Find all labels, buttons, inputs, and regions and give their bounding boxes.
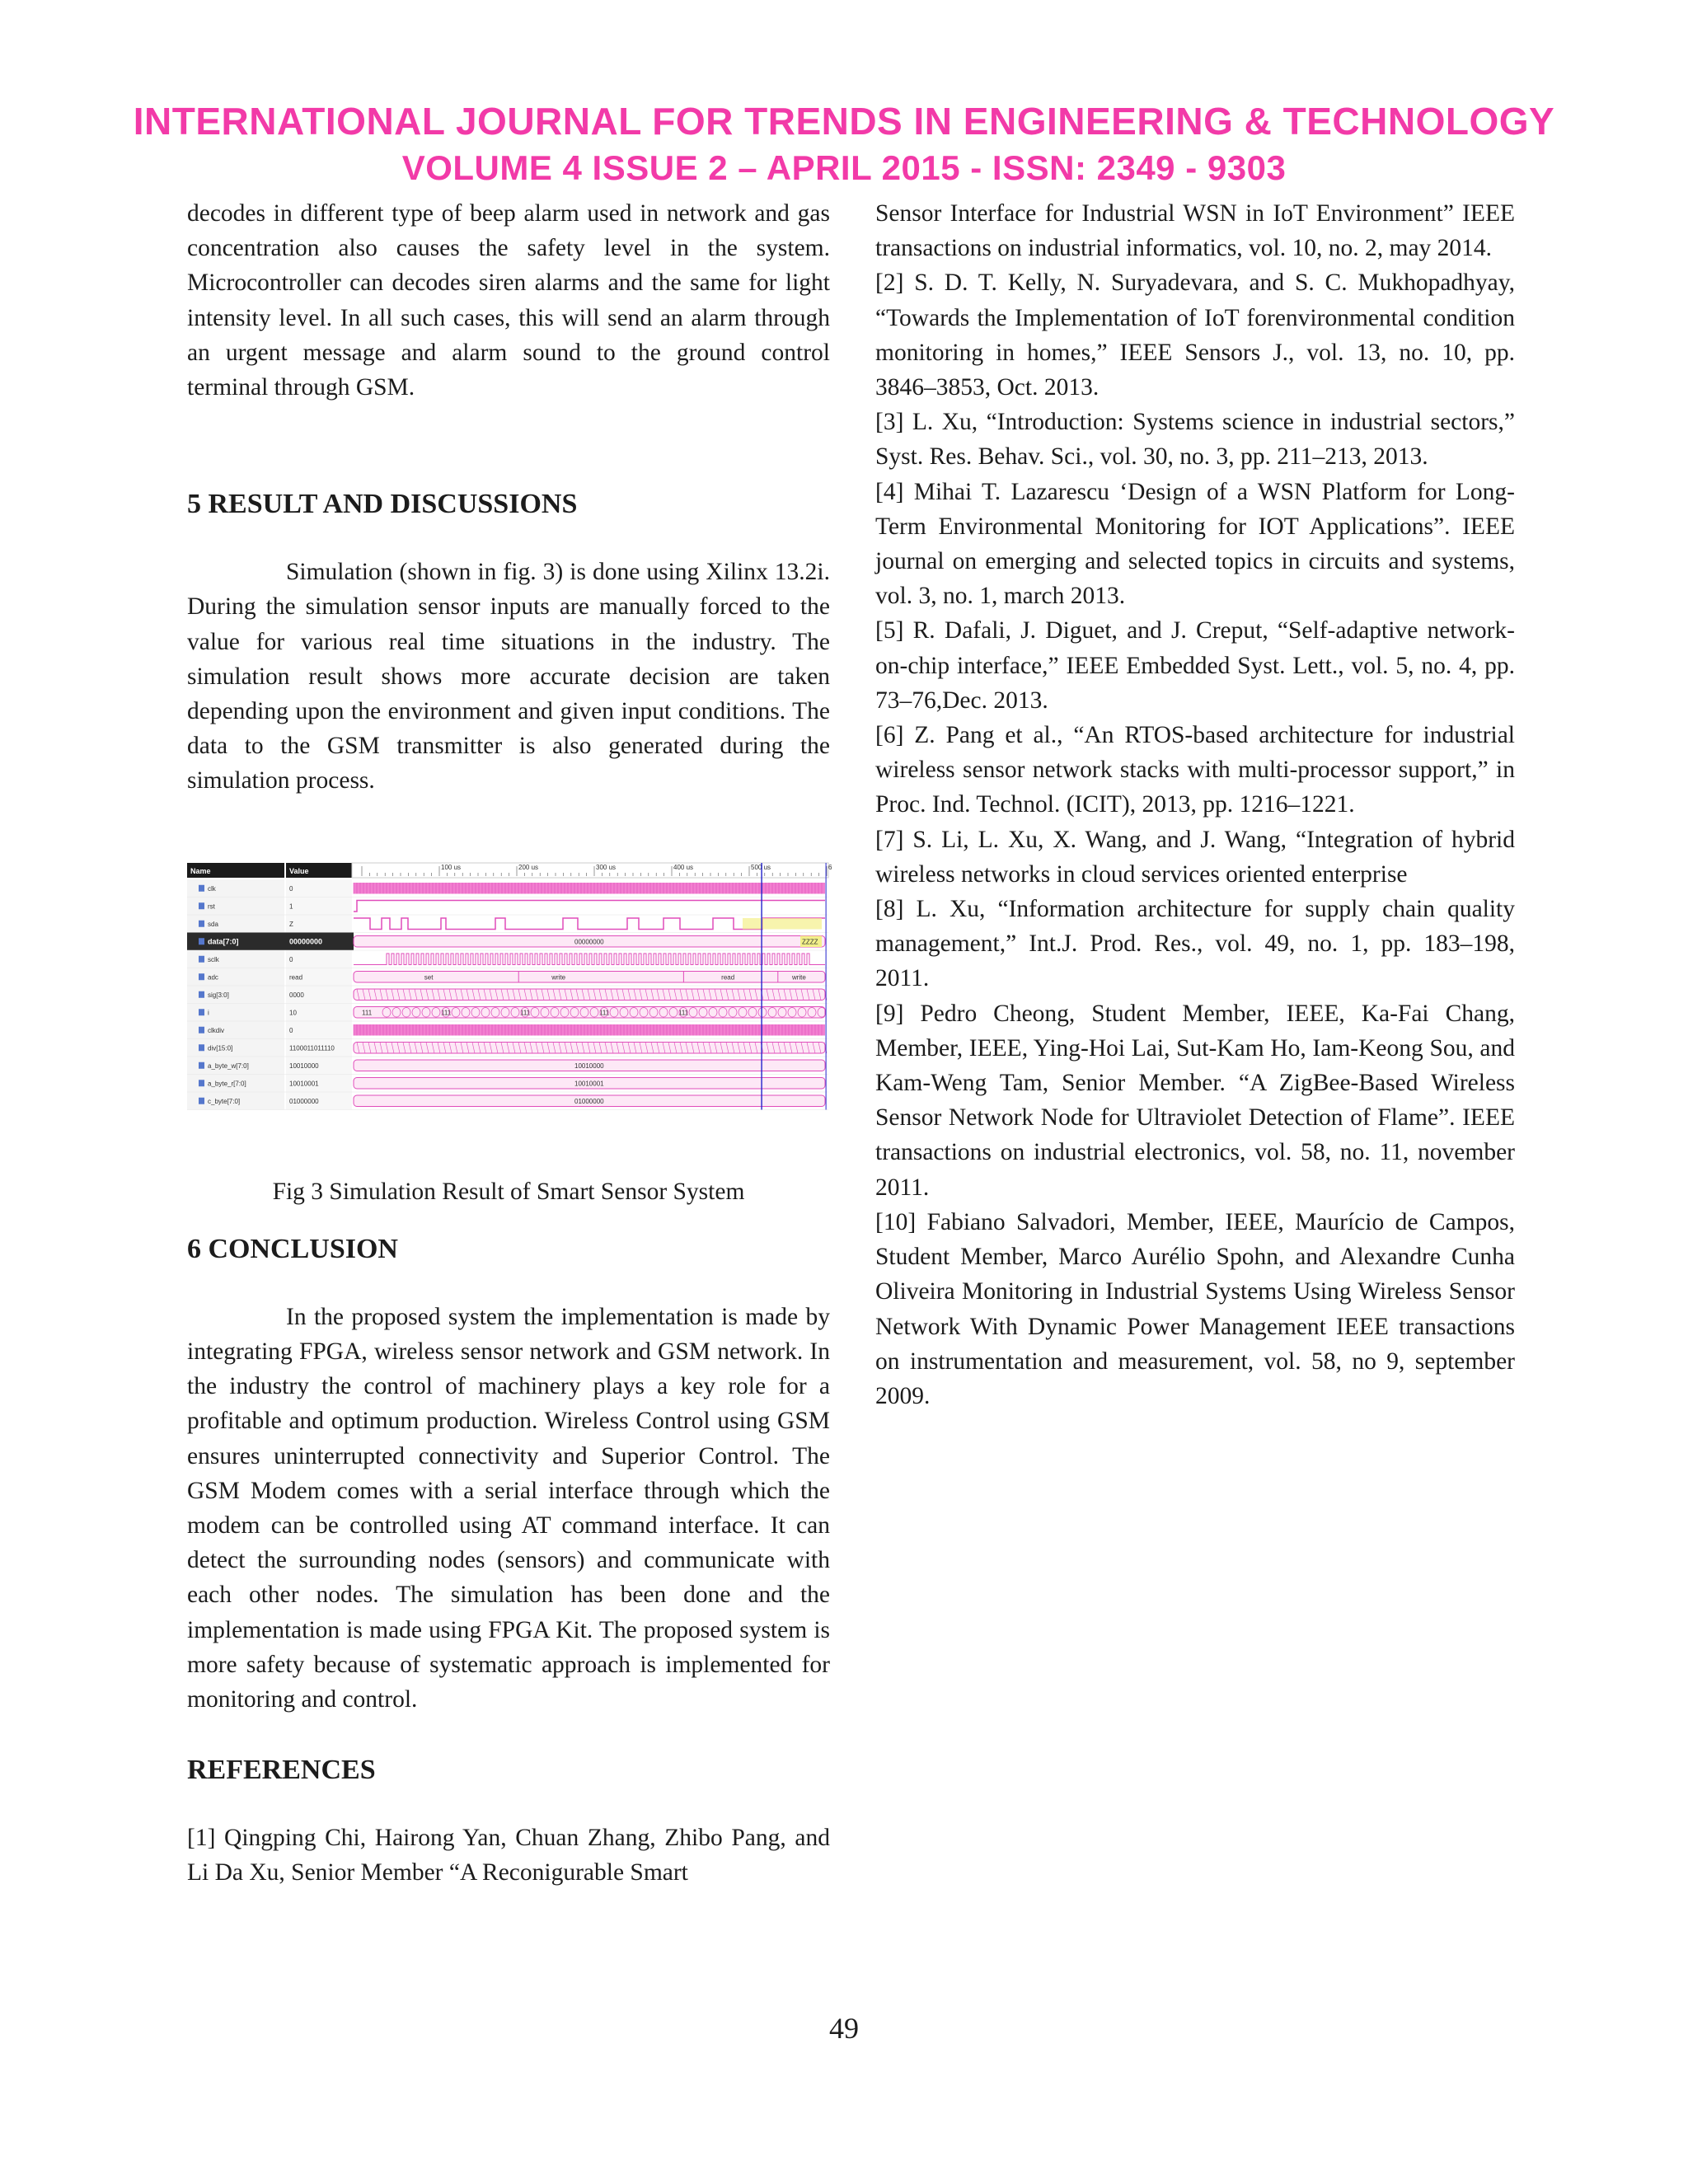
signal-value: 1 [289, 902, 293, 910]
reference-5: [5] R. Dafali, J. Diguet, and J. Creput, “Self-adaptive network-on-chip interface,” IEEE Embedded Syst. Lett., vol. 5, no. 4, pp. 73–76,Dec. 2013. [875, 617, 1515, 714]
time-label: 300 us [596, 863, 617, 871]
clock-wave [354, 883, 825, 894]
i-value: 111 [599, 1008, 610, 1016]
signal-name: clkdiv [208, 1026, 225, 1034]
reference-8: [8] L. Xu, “Information architecture for supply chain quality management,” Int.J. Prod. Res., vol. 49, no. 1, pp. 183–198, 2011. [875, 896, 1515, 992]
signal-name: clk [208, 884, 216, 893]
intro-paragraph: decodes in different type of beep alarm used in network and gas concentration also causes the safety level in the system. Microcontroller can decodes siren alarms and the same for light intensity level. In all such cases, this will send an alarm through an urgent message and alarm sound to the ground control terminal through GSM. [187, 200, 830, 401]
signal-name: sda [208, 920, 218, 928]
signal-name: data[7:0] [208, 936, 239, 945]
section-6-title: 6 CONCLUSION [187, 1233, 398, 1264]
adc-state: write [551, 972, 566, 981]
i-value: 111 [520, 1008, 531, 1016]
signal-name: adc [208, 972, 218, 981]
signal-name: a_byte_w[7:0] [208, 1062, 249, 1070]
clock-wave [354, 1024, 825, 1036]
i-value: 111 [362, 1008, 373, 1016]
signal-icon [199, 955, 204, 962]
signal-value: 0 [289, 1026, 293, 1034]
signal-icon [199, 938, 204, 944]
section-5-title: 5 RESULT AND DISCUSSIONS [187, 489, 578, 520]
bus-wave [354, 989, 825, 1001]
signal-icon [199, 1062, 204, 1068]
signal-value: Z [289, 920, 293, 928]
figure-caption: Fig 3 Simulation Result of Smart Sensor System [272, 1178, 745, 1205]
signal-icon [199, 1044, 204, 1051]
data-highz-label: ZZZZ [802, 937, 818, 945]
reference-3: [3] L. Xu, “Introduction: Systems science in industrial sectors,” Syst. Res. Behav. Sci., vol. 30, no. 3, pp. 211–213, 2013. [875, 409, 1515, 471]
reference-6: [6] Z. Pang et al., “An RTOS-based architecture for industrial wireless sensor network stacks with multi-processor support,” in Proc. Ind. Technol. (ICIT), 2013, pp. 1216–1221. [875, 722, 1515, 818]
signal-value: 10010001 [289, 1079, 319, 1087]
time-label: 400 us [673, 863, 694, 871]
signal-icon [199, 1009, 204, 1015]
signal-value: 10010000 [289, 1062, 319, 1070]
signal-icon [199, 991, 204, 997]
signal-name: i [208, 1008, 209, 1016]
signal-name: rst [208, 902, 215, 910]
signal-icon [199, 1080, 204, 1086]
section-5-body: Simulation (shown in fig. 3) is done using Xilinx 13.2i. During the simulation sensor inputs are manually forced to the value for various real time situations in the industry. The simulation result shows more accurate decision are taken depending upon the environment and given input conditions. The data to the GSM transmitter is also generated during the simulation process. [187, 559, 830, 794]
time-label: 6 [828, 863, 832, 871]
sda-highz [743, 918, 822, 930]
signal-icon [199, 884, 204, 891]
references-title: REFERENCES [187, 1755, 376, 1786]
signal-value: 1100011011110 [289, 1043, 335, 1052]
signal-value: 00000000 [289, 936, 323, 945]
signal-value: read [289, 972, 303, 981]
journal-issue: VOLUME 4 ISSUE 2 – APRIL 2015 - ISSN: 2349 - 9303 [401, 148, 1287, 187]
signal-name: div[15:0] [208, 1043, 233, 1052]
signal-icon [199, 902, 204, 909]
name-col-label: Name [190, 866, 211, 875]
bus-value: 10010000 [574, 1062, 604, 1070]
bus-value: 01000000 [574, 1097, 604, 1105]
reference-10: [10] Fabiano Salvadori, Member, IEEE, Maurício de Campos, Student Member, Marco Aurélio Spohn, and Alexandre Cunha Oliveira Monitoring in Industrial Systems Using Wireless Sensor Network With Dynamic Power Management IEEE transactions on instrumentation and measurement, vol. 58, no 9, september 2009. [875, 1208, 1515, 1409]
signal-value: 0 [289, 884, 293, 893]
signal-value: 0000 [289, 991, 304, 999]
reference-4: [4] Mihai T. Lazarescu ‘Design of a WSN Platform for Long-Term Environmental Monitoring for IOT Applications”. IEEE journal on emerging and selected topics in circuits and systems, vol. 3, no. 1, march 2013. [875, 478, 1515, 610]
bus-wave [354, 1006, 825, 1018]
signal-value: 0 [289, 955, 293, 963]
right-column [875, 196, 1515, 1413]
signal-icon [199, 973, 204, 980]
value-col-label: Value [289, 866, 309, 875]
bus-value: 00000000 [574, 937, 604, 945]
simulation-figure [187, 855, 832, 1160]
i-value: 111 [678, 1008, 689, 1016]
time-label: 500 us [751, 863, 771, 871]
time-label: 100 us [441, 863, 462, 871]
adc-state: read [721, 972, 735, 981]
reference-1-end: Sensor Interface for Industrial WSN in IoT Environment” IEEE transactions on industrial informatics, vol. 10, no. 2, may 2014. [875, 200, 1515, 262]
adc-state: write [791, 972, 806, 981]
waveform-chart [187, 855, 832, 1160]
signal-icon [199, 920, 204, 926]
page-number: 49 [829, 2012, 859, 2045]
bus-value: 10010001 [574, 1079, 604, 1087]
signal-value: 10 [289, 1008, 297, 1016]
reference-7: [7] S. Li, L. Xu, X. Wang, and J. Wang, “Integration of hybrid wireless networks in cloud services oriented enterprise [875, 826, 1515, 888]
reference-2: [2] S. D. T. Kelly, N. Suryadevara, and S. C. Mukhopadhyay, “Towards the Implementation of IoT forenvironmental condition monitoring in homes,” IEEE Sensors J., vol. 13, no. 10, pp. 3846–3853, Oct. 2013. [875, 269, 1515, 401]
journal-title: INTERNATIONAL JOURNAL FOR TRENDS IN ENGINEERING & TECHNOLOGY [133, 100, 1555, 143]
signal-name: c_byte[7:0] [208, 1097, 241, 1105]
signal-icon [199, 1097, 204, 1104]
signal-name: a_byte_r[7:0] [208, 1079, 246, 1087]
section-6-body: In the proposed system the implementation is made by integrating FPGA, wireless sensor network and GSM network. In the industry the control of machinery plays a key role for a profitable and optimum production. Wireless Control using GSM ensures uninterrupted connectivity and Superior Control. The GSM Modem comes with a serial interface through which the modem can be controlled using AT command interface. It can detect the surrounding nodes (sensors) and communicate with each other nodes. The simulation has been done and the implementation is made using FPGA Kit. The proposed system is more safety because of systematic approach is implemented for monitoring and control. [187, 1303, 830, 1713]
time-label: 200 us [518, 863, 539, 871]
bus-wave [354, 1042, 825, 1053]
signal-name: sclk [208, 955, 219, 963]
signal-value: 01000000 [289, 1097, 319, 1105]
reference-1-start: [1] Qingping Chi, Hairong Yan, Chuan Zhang, Zhibo Pang, and Li Da Xu, Senior Member “A Reconigurable Smart [187, 1825, 830, 1886]
adc-state: set [424, 972, 434, 981]
left-column [187, 196, 830, 1891]
i-value: 111 [441, 1008, 452, 1016]
signal-icon [199, 1026, 204, 1033]
reference-9: [9] Pedro Cheong, Student Member, IEEE, Ka-Fai Chang, Member, IEEE, Ying-Hoi Lai, Sut-Kam Ho, Iam-Keong Sou, and Kam-Weng Tam, Senior Member. “A ZigBee-Based Wireless Sensor Network Node for Ultraviolet Detection of Flame”. IEEE transactions on industrial electronics, vol. 58, no. 11, november 2011. [875, 1000, 1515, 1201]
signal-name: sig[3:0] [208, 991, 229, 999]
